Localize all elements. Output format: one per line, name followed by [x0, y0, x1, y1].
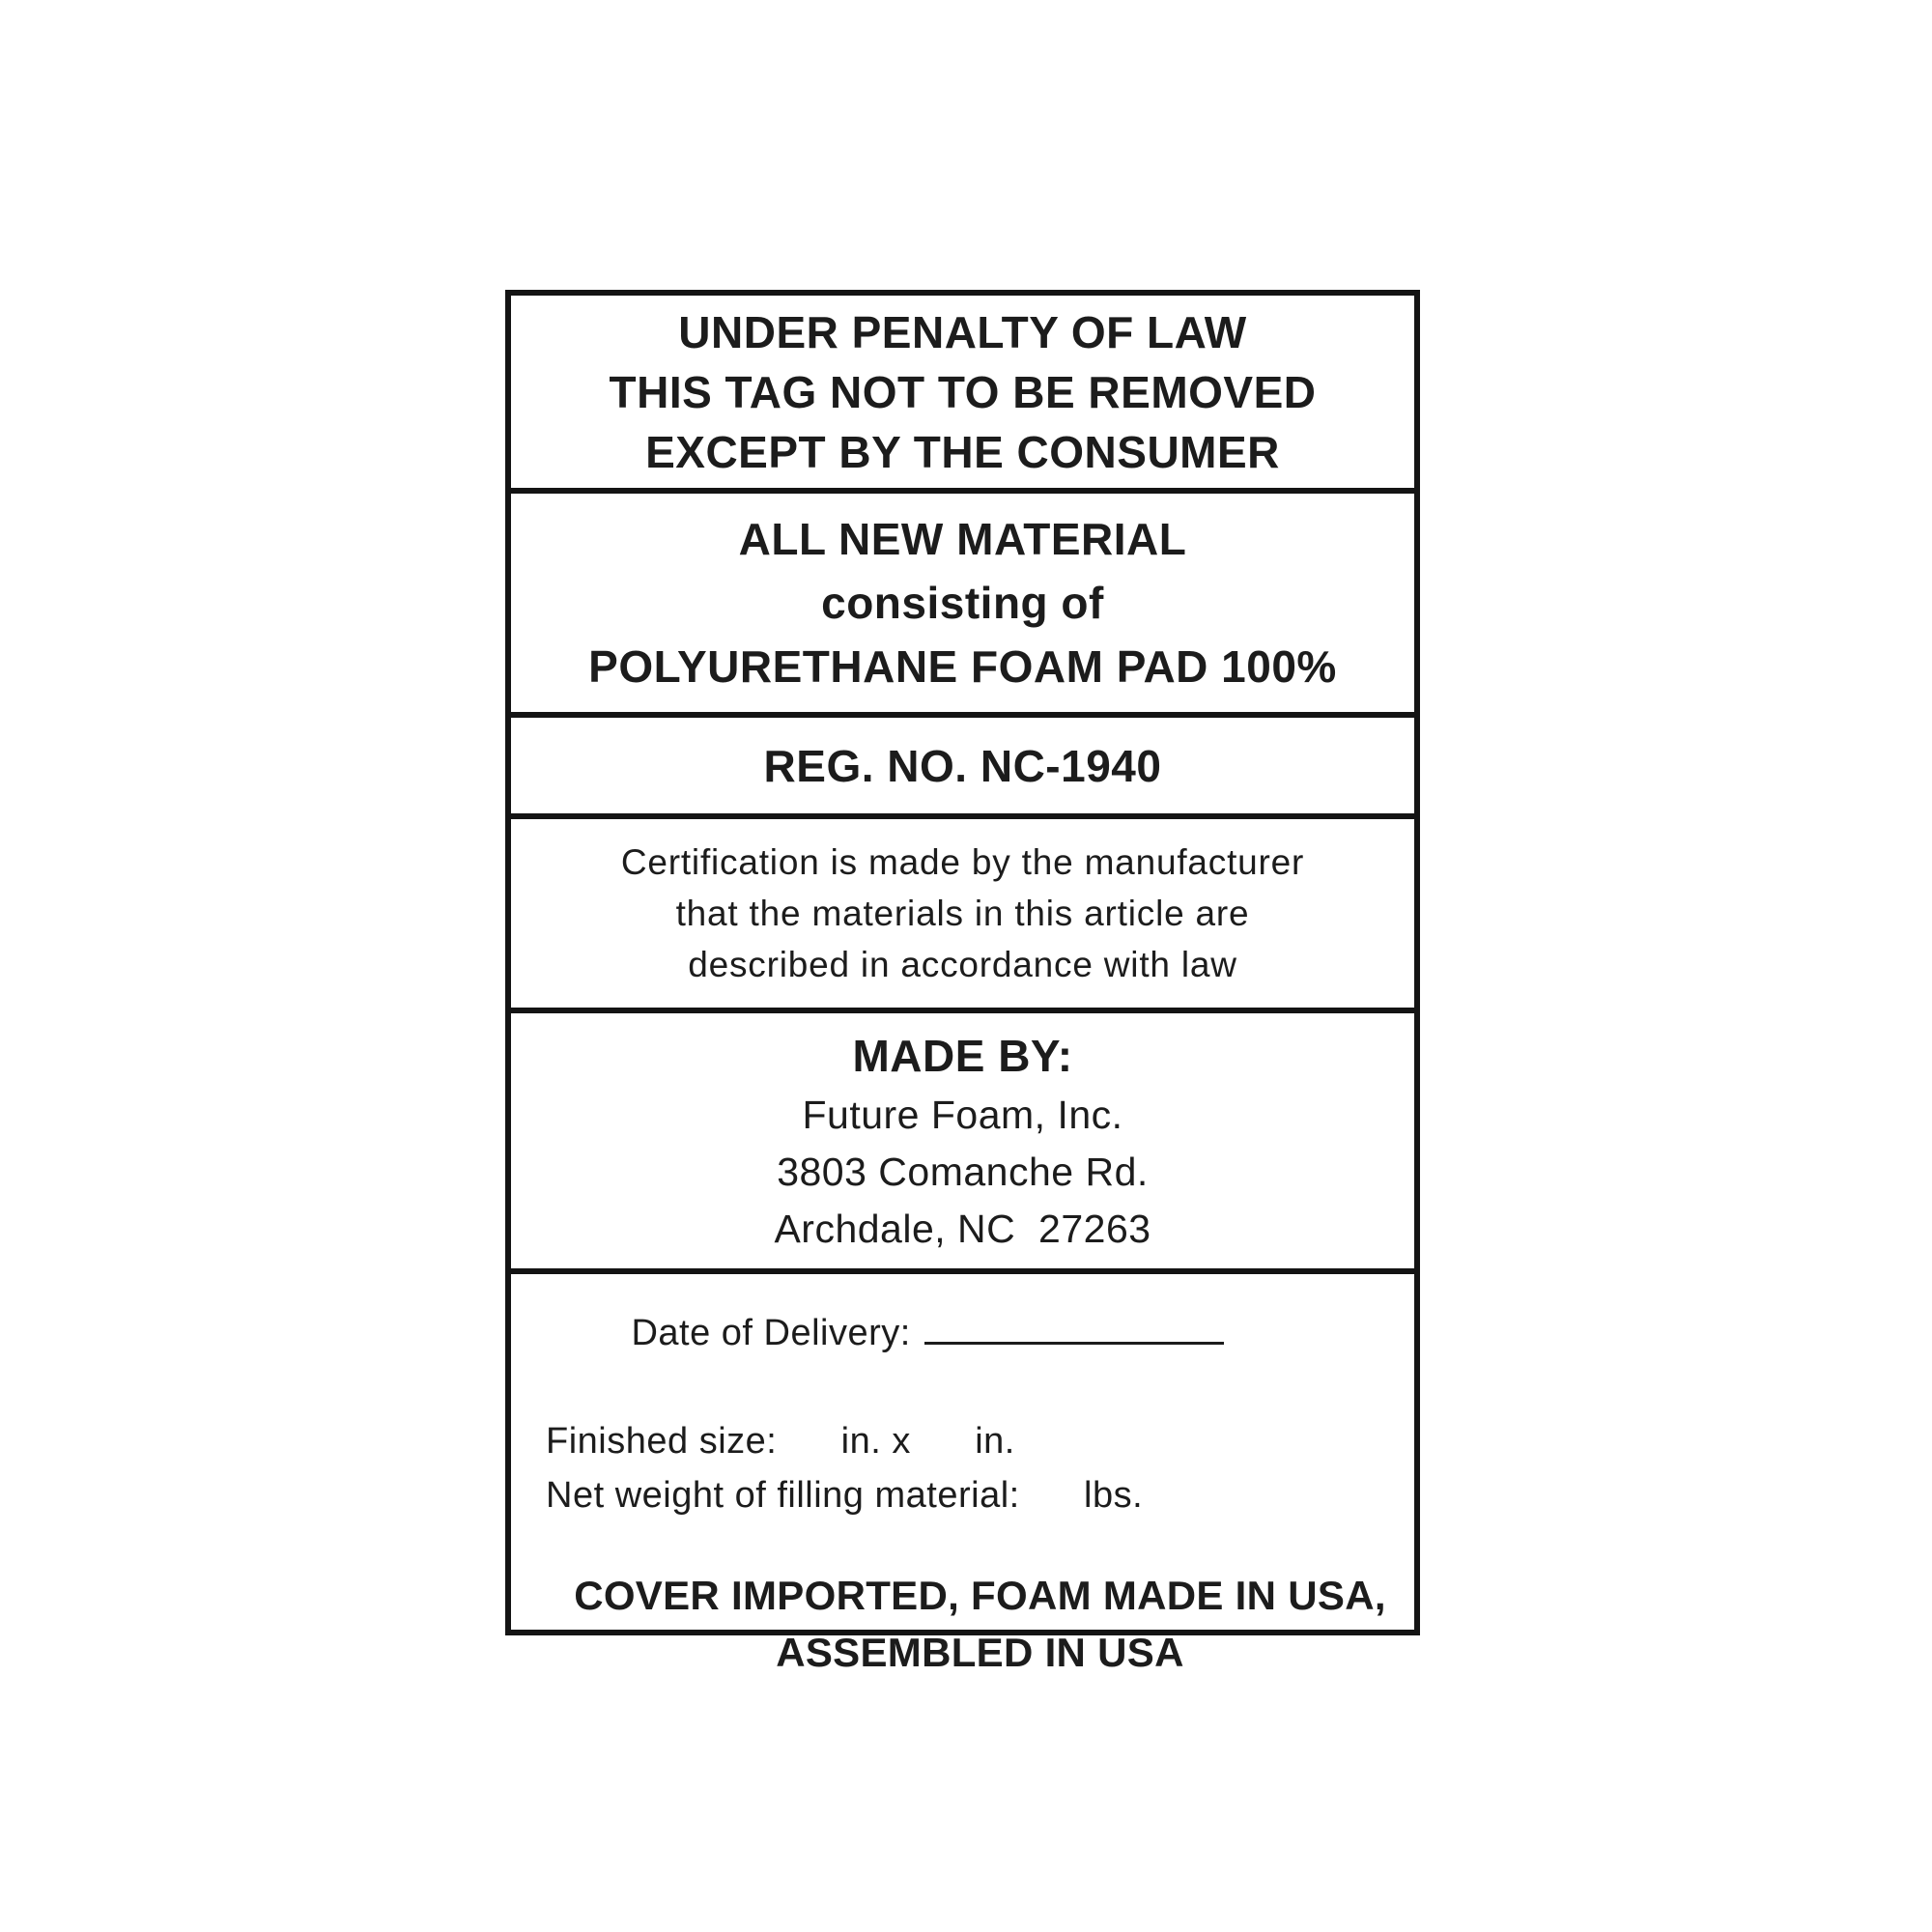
finished-size-line: Finished size: in. x in.	[546, 1421, 1015, 1462]
registration-number: REG. NO. NC-1940	[763, 740, 1162, 791]
made-by-heading: MADE BY:	[852, 1030, 1073, 1081]
material-line: ALL NEW MATERIAL	[738, 514, 1187, 564]
penalty-line: UNDER PENALTY OF LAW	[678, 306, 1247, 357]
date-of-delivery-label: Date of Delivery:	[631, 1313, 911, 1353]
origin-line: COVER IMPORTED, FOAM MADE IN USA,	[574, 1573, 1386, 1618]
manufacturer-name: Future Foam, Inc.	[802, 1092, 1123, 1137]
origin-statement	[574, 1567, 1386, 1681]
made-by-section	[511, 1008, 1414, 1268]
material-line: POLYURETHANE FOAM PAD 100%	[588, 641, 1337, 692]
date-of-delivery-line	[546, 1252, 1414, 1414]
certification-section	[511, 813, 1414, 1008]
certification-line: that the materials in this article are	[675, 894, 1250, 933]
penalty-line: EXCEPT BY THE CONSUMER	[645, 426, 1280, 477]
penalty-line: THIS TAG NOT TO BE REMOVED	[609, 366, 1317, 417]
manufacturer-street: 3803 Comanche Rd.	[777, 1149, 1149, 1194]
material-line: consisting of	[821, 578, 1104, 628]
origin-line: ASSEMBLED IN USA	[776, 1630, 1184, 1675]
registration-section	[511, 712, 1414, 813]
net-weight-line: Net weight of filling material: lbs.	[546, 1475, 1144, 1516]
manufacturer-city: Archdale, NC 27263	[774, 1206, 1151, 1251]
details-section	[511, 1268, 1414, 1675]
certification-line: Certification is made by the manufacturer	[620, 842, 1305, 882]
law-tag	[505, 290, 1420, 1675]
penalty-section	[511, 296, 1414, 488]
date-of-delivery-blank	[924, 1311, 1224, 1345]
material-section	[511, 488, 1414, 712]
certification-line: described in accordance with law	[688, 945, 1237, 984]
